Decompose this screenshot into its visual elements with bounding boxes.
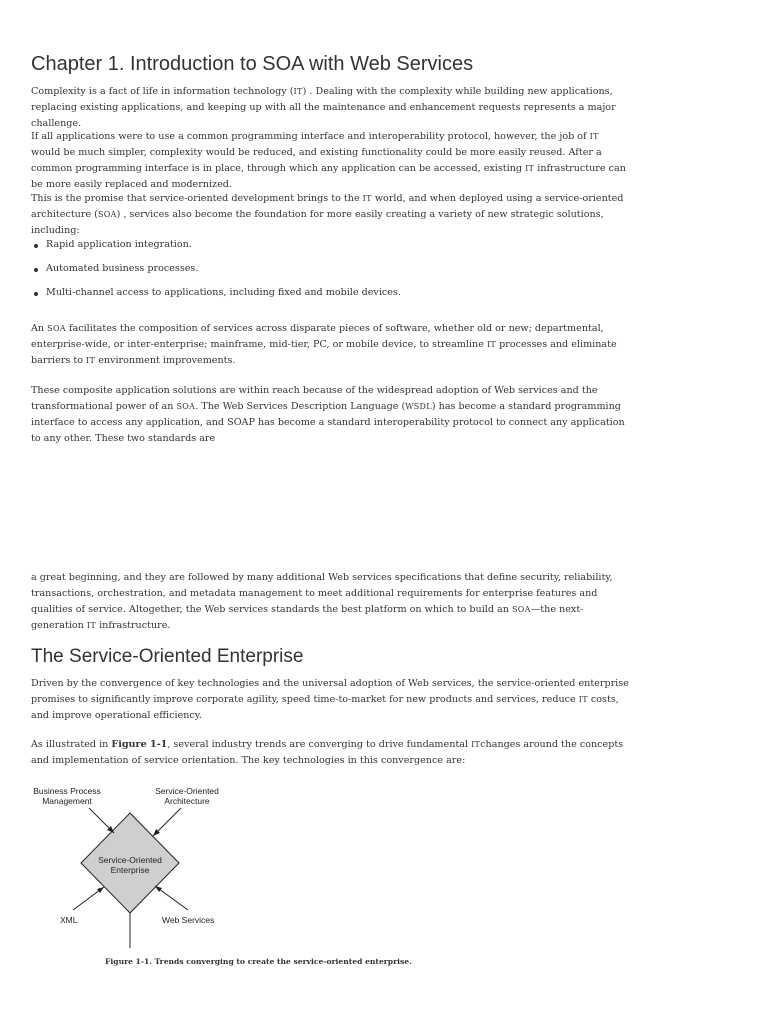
figure-soa-diagram <box>31 780 261 950</box>
label-bpm-line2: Management <box>42 796 92 806</box>
label-center-line2: Enterprise <box>110 865 150 875</box>
label-bpm-line1: Business Process <box>33 786 101 796</box>
arrowhead-xml <box>97 887 104 893</box>
paragraph-industry-trends: As illustrated in Figure 1-1, several industry trends are converging to drive fundamental ITchanges around the concepts and implementation of service orientation. The key technologies in this convergence are: <box>31 739 624 766</box>
section-title: The Service-Oriented Enterprise <box>31 646 304 667</box>
paragraph-promise: This is the promise that service-oriented development brings to the IT world, and when deployed using a service-oriented architecture (SOA) , services also become the foundation for more easily creating a variety of new strategic solutions, including: <box>31 193 624 236</box>
arrowhead-web-services <box>155 886 162 892</box>
label-soa-line1: Service-Oriented <box>155 786 219 796</box>
paragraph-convergence: Driven by the convergence of key technologies and the universal adoption of Web services, the service-oriented enterprise promises to significantly improve corporate agility, speed time-to-market for new products and services, reduce IT costs, and improve operational efficiency. <box>31 678 629 721</box>
figure-reference-link[interactable]: Figure 1-1 <box>111 739 168 750</box>
paragraph-soa-composition: An SOA facilitates the composition of services across disparate pieces of software, whether old or new; departmental, enterprise-wide, or inter-enterprise; mainframe, mid-tier, PC, or mobile device, to streamline IT processes and eliminate barriers to IT environment improvements. <box>31 323 617 366</box>
paragraph-great-beginning: a great beginning, and they are followed by many additional Web services specifications that define security, reliability, transactions, orchestration, and metadata management to meet additional requirements for enterprise features and qualities of service. Altogether, the Web services standards the best platform on which to build an SOA—the next-generation IT infrastructure. <box>31 572 613 631</box>
list-item: Automated business processes. <box>31 261 591 285</box>
label-xml: XML <box>60 915 78 925</box>
convergence-diagram <box>31 780 261 950</box>
label-soa-line2: Architecture <box>164 796 210 806</box>
list-item: Rapid application integration. <box>31 237 591 261</box>
chapter-title: Chapter 1. Introduction to SOA with Web Services <box>31 53 474 75</box>
label-center-line1: Service-Oriented <box>98 855 162 865</box>
figure-caption: Figure 1-1. Trends converging to create the service-oriented enterprise. <box>105 957 412 966</box>
label-web-services: Web Services <box>162 915 215 925</box>
list-item: Multi-channel access to applications, including fixed and mobile devices. <box>31 285 591 309</box>
paragraph-common-interface: If all applications were to use a common programming interface and interoperability protocol, however, the job of IT would be much simpler, complexity would be reduced, and existing functionality could be more easily reused. After a common programming interface is in place, through which any application can be accessed, existing IT infrastructure can be more easily replaced and modernized. <box>31 131 626 190</box>
paragraph-complexity: Complexity is a fact of life in information technology (IT) . Dealing with the complexity while building new applications, replacing existing applications, and keeping up with all the maintenance and enhancement requests represents a major challenge. <box>31 86 616 129</box>
strategic-solutions-list <box>31 237 591 309</box>
paragraph-composite-solutions: These composite application solutions are within reach because of the widespread adoption of Web services and the transformational power of an SOA. The Web Services Description Language (WSDL) has become a standard programming interface to access any application, and SOAP has become a standard interoperability protocol to connect any application to any other. These two standards are <box>31 385 625 444</box>
